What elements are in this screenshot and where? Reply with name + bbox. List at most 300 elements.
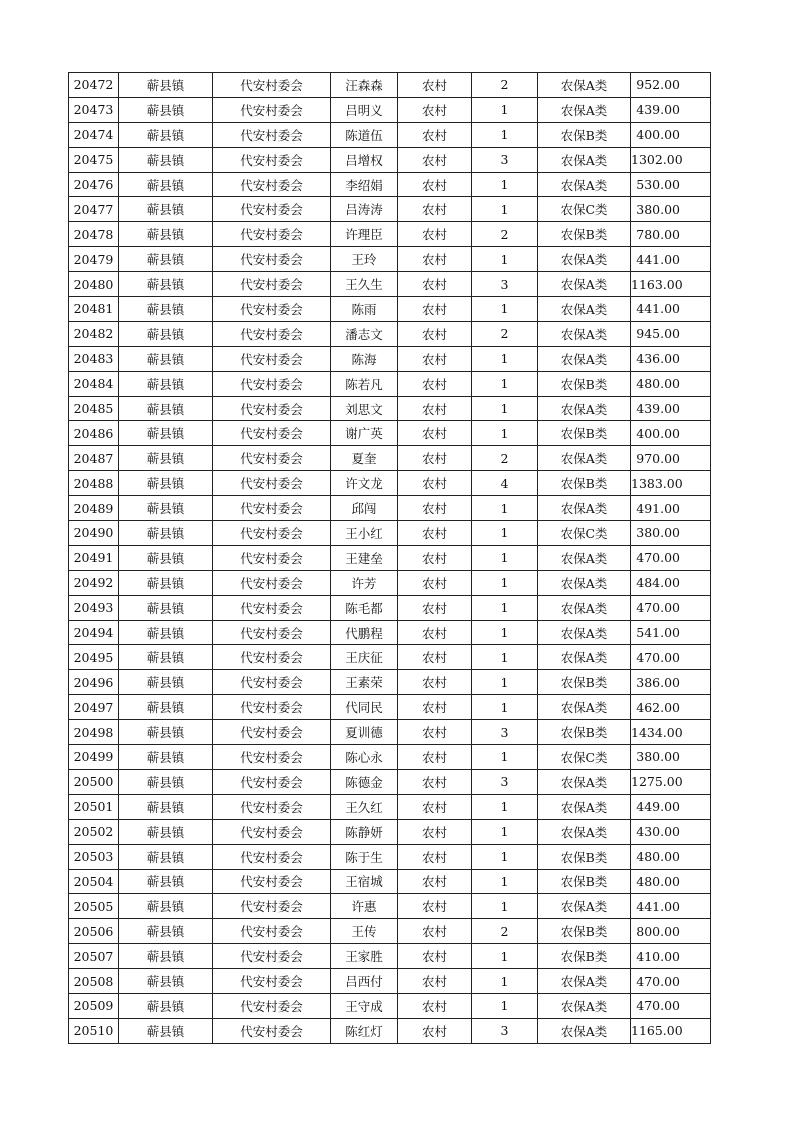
area-type-cell: 农村 bbox=[398, 521, 472, 546]
amount-cell: 470.00 bbox=[631, 545, 711, 570]
serial-cell: 20493 bbox=[69, 595, 119, 620]
household-count-cell: 1 bbox=[472, 570, 538, 595]
serial-cell: 20500 bbox=[69, 769, 119, 794]
table-row bbox=[69, 297, 711, 322]
household-count-cell: 1 bbox=[472, 172, 538, 197]
table-row bbox=[69, 844, 711, 869]
name-cell: 王玲 bbox=[331, 247, 398, 272]
name-cell: 吕明义 bbox=[331, 97, 398, 122]
area-type-cell: 农村 bbox=[398, 570, 472, 595]
amount-cell: 480.00 bbox=[631, 844, 711, 869]
town-cell: 蕲县镇 bbox=[119, 172, 213, 197]
town-cell: 蕲县镇 bbox=[119, 197, 213, 222]
insurance-class-cell: 农保A类 bbox=[538, 321, 631, 346]
table-row bbox=[69, 521, 711, 546]
insurance-class-cell: 农保A类 bbox=[538, 595, 631, 620]
table-row bbox=[69, 570, 711, 595]
table-row bbox=[69, 321, 711, 346]
insurance-class-cell: 农保A类 bbox=[538, 1018, 631, 1043]
town-cell: 蕲县镇 bbox=[119, 695, 213, 720]
household-count-cell: 1 bbox=[472, 247, 538, 272]
town-cell: 蕲县镇 bbox=[119, 819, 213, 844]
serial-cell: 20491 bbox=[69, 545, 119, 570]
household-count-cell: 3 bbox=[472, 272, 538, 297]
village-cell: 代安村委会 bbox=[213, 745, 331, 770]
table-row bbox=[69, 471, 711, 496]
name-cell: 邱闯 bbox=[331, 496, 398, 521]
amount-cell: 380.00 bbox=[631, 521, 711, 546]
village-cell: 代安村委会 bbox=[213, 794, 331, 819]
area-type-cell: 农村 bbox=[398, 595, 472, 620]
town-cell: 蕲县镇 bbox=[119, 396, 213, 421]
name-cell: 潘志文 bbox=[331, 321, 398, 346]
amount-cell: 380.00 bbox=[631, 745, 711, 770]
town-cell: 蕲县镇 bbox=[119, 545, 213, 570]
household-count-cell: 2 bbox=[472, 919, 538, 944]
area-type-cell: 农村 bbox=[398, 396, 472, 421]
town-cell: 蕲县镇 bbox=[119, 595, 213, 620]
household-count-cell: 1 bbox=[472, 346, 538, 371]
amount-cell: 439.00 bbox=[631, 97, 711, 122]
household-count-cell: 1 bbox=[472, 695, 538, 720]
table-row bbox=[69, 969, 711, 994]
name-cell: 陈德金 bbox=[331, 769, 398, 794]
village-cell: 代安村委会 bbox=[213, 346, 331, 371]
household-count-cell: 1 bbox=[472, 993, 538, 1018]
town-cell: 蕲县镇 bbox=[119, 894, 213, 919]
serial-cell: 20501 bbox=[69, 794, 119, 819]
amount-cell: 480.00 bbox=[631, 869, 711, 894]
amount-cell: 436.00 bbox=[631, 346, 711, 371]
amount-cell: 945.00 bbox=[631, 321, 711, 346]
village-cell: 代安村委会 bbox=[213, 446, 331, 471]
table-row bbox=[69, 919, 711, 944]
name-cell: 吕涛涛 bbox=[331, 197, 398, 222]
household-count-cell: 1 bbox=[472, 297, 538, 322]
insurance-class-cell: 农保A类 bbox=[538, 969, 631, 994]
area-type-cell: 农村 bbox=[398, 147, 472, 172]
name-cell: 刘思文 bbox=[331, 396, 398, 421]
insurance-class-cell: 农保A类 bbox=[538, 894, 631, 919]
serial-cell: 20495 bbox=[69, 645, 119, 670]
serial-cell: 20484 bbox=[69, 371, 119, 396]
village-cell: 代安村委会 bbox=[213, 73, 331, 98]
town-cell: 蕲县镇 bbox=[119, 297, 213, 322]
town-cell: 蕲县镇 bbox=[119, 969, 213, 994]
insurance-class-cell: 农保B类 bbox=[538, 122, 631, 147]
serial-cell: 20477 bbox=[69, 197, 119, 222]
town-cell: 蕲县镇 bbox=[119, 496, 213, 521]
serial-cell: 20505 bbox=[69, 894, 119, 919]
serial-cell: 20497 bbox=[69, 695, 119, 720]
area-type-cell: 农村 bbox=[398, 222, 472, 247]
area-type-cell: 农村 bbox=[398, 1018, 472, 1043]
village-cell: 代安村委会 bbox=[213, 521, 331, 546]
village-cell: 代安村委会 bbox=[213, 720, 331, 745]
village-cell: 代安村委会 bbox=[213, 197, 331, 222]
serial-cell: 20499 bbox=[69, 745, 119, 770]
household-count-cell: 1 bbox=[472, 496, 538, 521]
amount-cell: 530.00 bbox=[631, 172, 711, 197]
town-cell: 蕲县镇 bbox=[119, 844, 213, 869]
amount-cell: 952.00 bbox=[631, 73, 711, 98]
town-cell: 蕲县镇 bbox=[119, 645, 213, 670]
household-count-cell: 1 bbox=[472, 645, 538, 670]
village-cell: 代安村委会 bbox=[213, 97, 331, 122]
name-cell: 吕增权 bbox=[331, 147, 398, 172]
village-cell: 代安村委会 bbox=[213, 595, 331, 620]
town-cell: 蕲县镇 bbox=[119, 446, 213, 471]
table-row bbox=[69, 595, 711, 620]
insurance-class-cell: 农保A类 bbox=[538, 73, 631, 98]
name-cell: 王庆征 bbox=[331, 645, 398, 670]
village-cell: 代安村委会 bbox=[213, 147, 331, 172]
insurance-class-cell: 农保B类 bbox=[538, 919, 631, 944]
name-cell: 许芳 bbox=[331, 570, 398, 595]
town-cell: 蕲县镇 bbox=[119, 521, 213, 546]
area-type-cell: 农村 bbox=[398, 247, 472, 272]
table-row bbox=[69, 247, 711, 272]
table-row bbox=[69, 794, 711, 819]
insurance-class-cell: 农保B类 bbox=[538, 670, 631, 695]
table-row bbox=[69, 272, 711, 297]
town-cell: 蕲县镇 bbox=[119, 73, 213, 98]
insurance-class-cell: 农保A类 bbox=[538, 545, 631, 570]
table-row bbox=[69, 745, 711, 770]
amount-cell: 1165.00 bbox=[631, 1018, 711, 1043]
table-row bbox=[69, 446, 711, 471]
table-row bbox=[69, 894, 711, 919]
serial-cell: 20506 bbox=[69, 919, 119, 944]
table-row bbox=[69, 545, 711, 570]
household-count-cell: 1 bbox=[472, 670, 538, 695]
serial-cell: 20489 bbox=[69, 496, 119, 521]
village-cell: 代安村委会 bbox=[213, 819, 331, 844]
serial-cell: 20496 bbox=[69, 670, 119, 695]
table-row bbox=[69, 620, 711, 645]
area-type-cell: 农村 bbox=[398, 421, 472, 446]
village-cell: 代安村委会 bbox=[213, 993, 331, 1018]
area-type-cell: 农村 bbox=[398, 769, 472, 794]
name-cell: 许理臣 bbox=[331, 222, 398, 247]
name-cell: 代鹏程 bbox=[331, 620, 398, 645]
name-cell: 陈若凡 bbox=[331, 371, 398, 396]
name-cell: 汪森森 bbox=[331, 73, 398, 98]
serial-cell: 20476 bbox=[69, 172, 119, 197]
amount-cell: 470.00 bbox=[631, 595, 711, 620]
records-table bbox=[68, 72, 711, 1044]
town-cell: 蕲县镇 bbox=[119, 222, 213, 247]
serial-cell: 20502 bbox=[69, 819, 119, 844]
town-cell: 蕲县镇 bbox=[119, 869, 213, 894]
serial-cell: 20480 bbox=[69, 272, 119, 297]
serial-cell: 20486 bbox=[69, 421, 119, 446]
insurance-class-cell: 农保B类 bbox=[538, 421, 631, 446]
amount-cell: 1275.00 bbox=[631, 769, 711, 794]
table-row bbox=[69, 346, 711, 371]
insurance-class-cell: 农保A类 bbox=[538, 794, 631, 819]
amount-cell: 380.00 bbox=[631, 197, 711, 222]
amount-cell: 400.00 bbox=[631, 122, 711, 147]
area-type-cell: 农村 bbox=[398, 97, 472, 122]
town-cell: 蕲县镇 bbox=[119, 670, 213, 695]
village-cell: 代安村委会 bbox=[213, 844, 331, 869]
table-row bbox=[69, 147, 711, 172]
village-cell: 代安村委会 bbox=[213, 869, 331, 894]
table-row bbox=[69, 869, 711, 894]
area-type-cell: 农村 bbox=[398, 446, 472, 471]
village-cell: 代安村委会 bbox=[213, 670, 331, 695]
amount-cell: 541.00 bbox=[631, 620, 711, 645]
household-count-cell: 1 bbox=[472, 595, 538, 620]
table-row bbox=[69, 222, 711, 247]
amount-cell: 400.00 bbox=[631, 421, 711, 446]
area-type-cell: 农村 bbox=[398, 122, 472, 147]
town-cell: 蕲县镇 bbox=[119, 919, 213, 944]
serial-cell: 20474 bbox=[69, 122, 119, 147]
name-cell: 王小红 bbox=[331, 521, 398, 546]
household-count-cell: 1 bbox=[472, 371, 538, 396]
town-cell: 蕲县镇 bbox=[119, 570, 213, 595]
serial-cell: 20488 bbox=[69, 471, 119, 496]
household-count-cell: 3 bbox=[472, 769, 538, 794]
amount-cell: 441.00 bbox=[631, 297, 711, 322]
household-count-cell: 1 bbox=[472, 97, 538, 122]
insurance-class-cell: 农保A类 bbox=[538, 247, 631, 272]
table-row bbox=[69, 670, 711, 695]
town-cell: 蕲县镇 bbox=[119, 321, 213, 346]
name-cell: 陈红灯 bbox=[331, 1018, 398, 1043]
area-type-cell: 农村 bbox=[398, 321, 472, 346]
amount-cell: 780.00 bbox=[631, 222, 711, 247]
household-count-cell: 1 bbox=[472, 197, 538, 222]
insurance-class-cell: 农保A类 bbox=[538, 346, 631, 371]
area-type-cell: 农村 bbox=[398, 919, 472, 944]
table-row bbox=[69, 944, 711, 969]
insurance-class-cell: 农保B类 bbox=[538, 944, 631, 969]
village-cell: 代安村委会 bbox=[213, 620, 331, 645]
town-cell: 蕲县镇 bbox=[119, 97, 213, 122]
name-cell: 王守成 bbox=[331, 993, 398, 1018]
household-count-cell: 1 bbox=[472, 396, 538, 421]
household-count-cell: 1 bbox=[472, 844, 538, 869]
table-row bbox=[69, 496, 711, 521]
village-cell: 代安村委会 bbox=[213, 769, 331, 794]
area-type-cell: 农村 bbox=[398, 545, 472, 570]
town-cell: 蕲县镇 bbox=[119, 272, 213, 297]
town-cell: 蕲县镇 bbox=[119, 620, 213, 645]
insurance-class-cell: 农保A类 bbox=[538, 819, 631, 844]
records-body bbox=[69, 73, 711, 1044]
amount-cell: 970.00 bbox=[631, 446, 711, 471]
name-cell: 王家胜 bbox=[331, 944, 398, 969]
insurance-class-cell: 农保A类 bbox=[538, 645, 631, 670]
serial-cell: 20478 bbox=[69, 222, 119, 247]
name-cell: 陈毛都 bbox=[331, 595, 398, 620]
village-cell: 代安村委会 bbox=[213, 247, 331, 272]
area-type-cell: 农村 bbox=[398, 794, 472, 819]
name-cell: 陈于生 bbox=[331, 844, 398, 869]
name-cell: 谢广英 bbox=[331, 421, 398, 446]
area-type-cell: 农村 bbox=[398, 471, 472, 496]
insurance-class-cell: 农保A类 bbox=[538, 297, 631, 322]
amount-cell: 462.00 bbox=[631, 695, 711, 720]
serial-cell: 20494 bbox=[69, 620, 119, 645]
table-row bbox=[69, 720, 711, 745]
table-row bbox=[69, 645, 711, 670]
town-cell: 蕲县镇 bbox=[119, 346, 213, 371]
amount-cell: 800.00 bbox=[631, 919, 711, 944]
insurance-class-cell: 农保B类 bbox=[538, 222, 631, 247]
town-cell: 蕲县镇 bbox=[119, 769, 213, 794]
town-cell: 蕲县镇 bbox=[119, 122, 213, 147]
table-row bbox=[69, 122, 711, 147]
town-cell: 蕲县镇 bbox=[119, 1018, 213, 1043]
amount-cell: 430.00 bbox=[631, 819, 711, 844]
serial-cell: 20472 bbox=[69, 73, 119, 98]
insurance-class-cell: 农保B类 bbox=[538, 471, 631, 496]
town-cell: 蕲县镇 bbox=[119, 944, 213, 969]
insurance-class-cell: 农保B类 bbox=[538, 371, 631, 396]
name-cell: 许惠 bbox=[331, 894, 398, 919]
insurance-class-cell: 农保A类 bbox=[538, 993, 631, 1018]
village-cell: 代安村委会 bbox=[213, 172, 331, 197]
village-cell: 代安村委会 bbox=[213, 421, 331, 446]
amount-cell: 484.00 bbox=[631, 570, 711, 595]
household-count-cell: 3 bbox=[472, 1018, 538, 1043]
area-type-cell: 农村 bbox=[398, 172, 472, 197]
household-count-cell: 1 bbox=[472, 745, 538, 770]
serial-cell: 20492 bbox=[69, 570, 119, 595]
serial-cell: 20482 bbox=[69, 321, 119, 346]
table-row bbox=[69, 197, 711, 222]
name-cell: 陈静妍 bbox=[331, 819, 398, 844]
amount-cell: 449.00 bbox=[631, 794, 711, 819]
household-count-cell: 1 bbox=[472, 122, 538, 147]
village-cell: 代安村委会 bbox=[213, 1018, 331, 1043]
serial-cell: 20490 bbox=[69, 521, 119, 546]
household-count-cell: 1 bbox=[472, 819, 538, 844]
amount-cell: 441.00 bbox=[631, 894, 711, 919]
amount-cell: 1163.00 bbox=[631, 272, 711, 297]
household-count-cell: 2 bbox=[472, 222, 538, 247]
name-cell: 王久生 bbox=[331, 272, 398, 297]
town-cell: 蕲县镇 bbox=[119, 471, 213, 496]
area-type-cell: 农村 bbox=[398, 993, 472, 1018]
table-row bbox=[69, 371, 711, 396]
amount-cell: 470.00 bbox=[631, 645, 711, 670]
name-cell: 夏训德 bbox=[331, 720, 398, 745]
amount-cell: 439.00 bbox=[631, 396, 711, 421]
table-row bbox=[69, 421, 711, 446]
town-cell: 蕲县镇 bbox=[119, 147, 213, 172]
insurance-class-cell: 农保A类 bbox=[538, 570, 631, 595]
name-cell: 陈雨 bbox=[331, 297, 398, 322]
village-cell: 代安村委会 bbox=[213, 969, 331, 994]
area-type-cell: 农村 bbox=[398, 894, 472, 919]
insurance-class-cell: 农保A类 bbox=[538, 147, 631, 172]
name-cell: 李绍娟 bbox=[331, 172, 398, 197]
village-cell: 代安村委会 bbox=[213, 297, 331, 322]
area-type-cell: 农村 bbox=[398, 371, 472, 396]
amount-cell: 1302.00 bbox=[631, 147, 711, 172]
amount-cell: 441.00 bbox=[631, 247, 711, 272]
amount-cell: 470.00 bbox=[631, 993, 711, 1018]
insurance-class-cell: 农保A类 bbox=[538, 172, 631, 197]
name-cell: 陈道伍 bbox=[331, 122, 398, 147]
amount-cell: 480.00 bbox=[631, 371, 711, 396]
table-row bbox=[69, 819, 711, 844]
town-cell: 蕲县镇 bbox=[119, 720, 213, 745]
insurance-class-cell: 农保C类 bbox=[538, 745, 631, 770]
insurance-class-cell: 农保A类 bbox=[538, 496, 631, 521]
area-type-cell: 农村 bbox=[398, 645, 472, 670]
amount-cell: 491.00 bbox=[631, 496, 711, 521]
serial-cell: 20504 bbox=[69, 869, 119, 894]
area-type-cell: 农村 bbox=[398, 969, 472, 994]
name-cell: 王建垒 bbox=[331, 545, 398, 570]
household-count-cell: 1 bbox=[472, 521, 538, 546]
table-row bbox=[69, 73, 711, 98]
amount-cell: 386.00 bbox=[631, 670, 711, 695]
table-row bbox=[69, 97, 711, 122]
table-row bbox=[69, 993, 711, 1018]
household-count-cell: 1 bbox=[472, 869, 538, 894]
amount-cell: 1434.00 bbox=[631, 720, 711, 745]
serial-cell: 20481 bbox=[69, 297, 119, 322]
village-cell: 代安村委会 bbox=[213, 645, 331, 670]
amount-cell: 470.00 bbox=[631, 969, 711, 994]
village-cell: 代安村委会 bbox=[213, 396, 331, 421]
serial-cell: 20503 bbox=[69, 844, 119, 869]
area-type-cell: 农村 bbox=[398, 844, 472, 869]
town-cell: 蕲县镇 bbox=[119, 993, 213, 1018]
village-cell: 代安村委会 bbox=[213, 570, 331, 595]
area-type-cell: 农村 bbox=[398, 197, 472, 222]
insurance-class-cell: 农保A类 bbox=[538, 620, 631, 645]
household-count-cell: 1 bbox=[472, 944, 538, 969]
household-count-cell: 2 bbox=[472, 446, 538, 471]
household-count-cell: 2 bbox=[472, 321, 538, 346]
area-type-cell: 农村 bbox=[398, 496, 472, 521]
table-row bbox=[69, 172, 711, 197]
insurance-class-cell: 农保C类 bbox=[538, 197, 631, 222]
serial-cell: 20483 bbox=[69, 346, 119, 371]
serial-cell: 20473 bbox=[69, 97, 119, 122]
name-cell: 吕西付 bbox=[331, 969, 398, 994]
village-cell: 代安村委会 bbox=[213, 545, 331, 570]
insurance-class-cell: 农保B类 bbox=[538, 844, 631, 869]
area-type-cell: 农村 bbox=[398, 819, 472, 844]
area-type-cell: 农村 bbox=[398, 869, 472, 894]
serial-cell: 20510 bbox=[69, 1018, 119, 1043]
village-cell: 代安村委会 bbox=[213, 944, 331, 969]
household-count-cell: 1 bbox=[472, 794, 538, 819]
serial-cell: 20487 bbox=[69, 446, 119, 471]
area-type-cell: 农村 bbox=[398, 620, 472, 645]
village-cell: 代安村委会 bbox=[213, 894, 331, 919]
household-count-cell: 1 bbox=[472, 620, 538, 645]
area-type-cell: 农村 bbox=[398, 297, 472, 322]
amount-cell: 1383.00 bbox=[631, 471, 711, 496]
name-cell: 夏奎 bbox=[331, 446, 398, 471]
town-cell: 蕲县镇 bbox=[119, 421, 213, 446]
village-cell: 代安村委会 bbox=[213, 272, 331, 297]
village-cell: 代安村委会 bbox=[213, 222, 331, 247]
table-row bbox=[69, 769, 711, 794]
household-count-cell: 3 bbox=[472, 720, 538, 745]
insurance-class-cell: 农保A类 bbox=[538, 695, 631, 720]
